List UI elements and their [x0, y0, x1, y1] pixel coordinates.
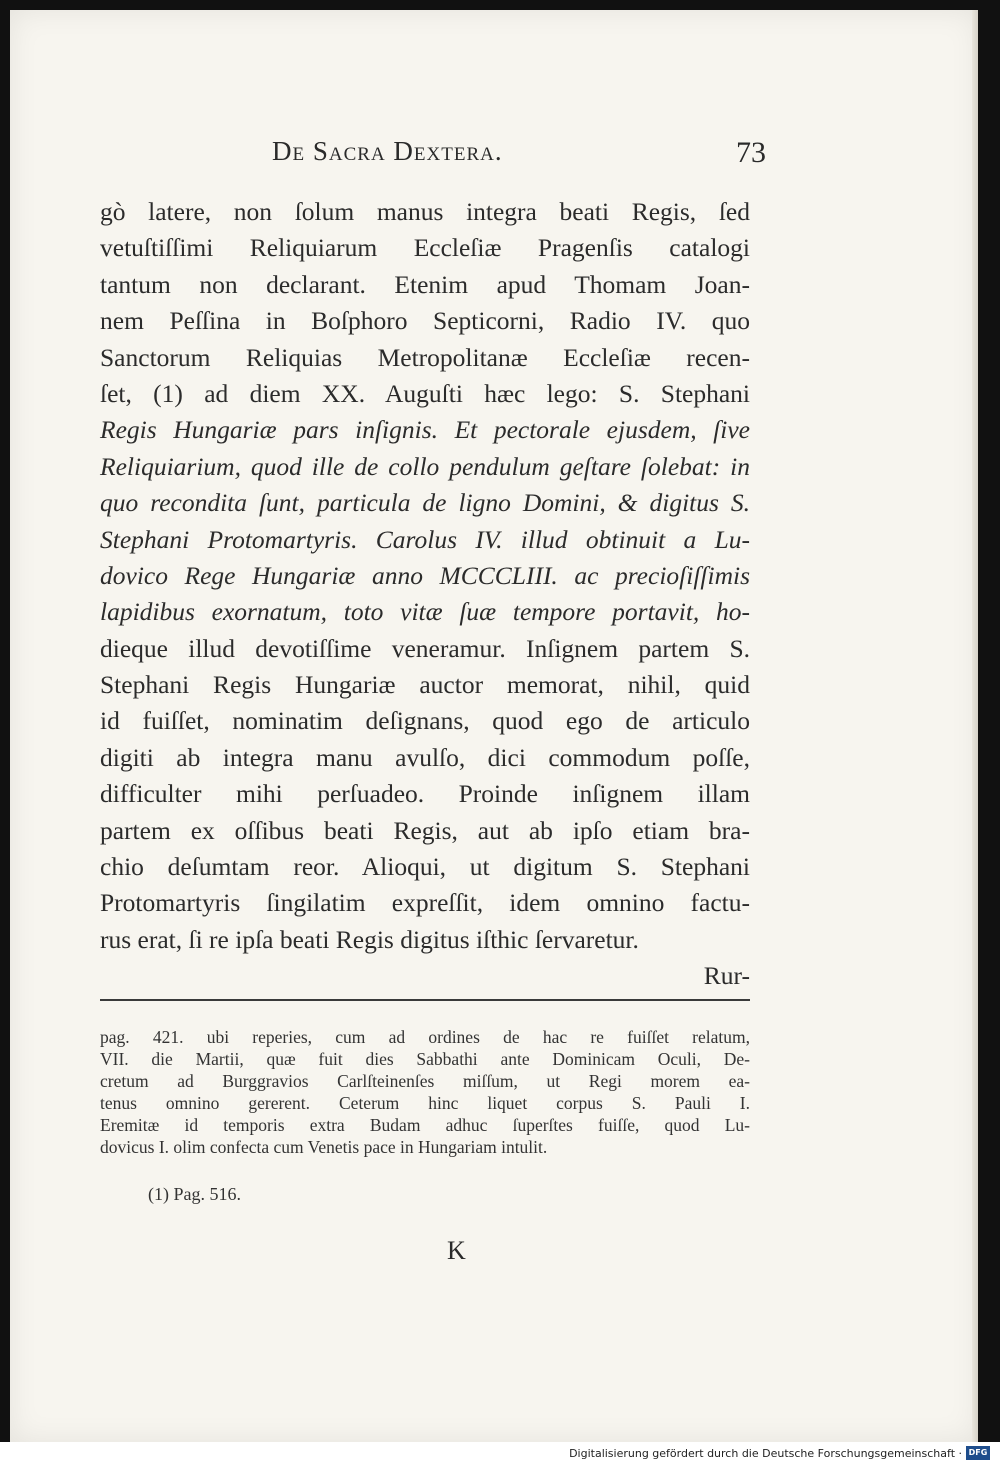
body-text [100, 194, 750, 995]
text-line: dieque illud devotiſſime veneramur. Inſignem partem S. [100, 633, 750, 663]
footnote-rule [100, 999, 750, 1001]
text-line: vetuſtiſſimi Reliquiarum Eccleſiæ Pragenſis catalogi [100, 233, 750, 263]
text-line: digiti ab integra manu avulſo, dici commodum poſſe, [100, 742, 750, 772]
text-line: chio deſumtam reor. Alioqui, ut digitum S. Stephani [100, 852, 750, 882]
footnote-reference: (1) Pag. 516. [148, 1184, 241, 1204]
text-line: ſet, (1) ad diem XX. Auguſti hæc lego: S. Stephani [100, 378, 750, 408]
footnote-line: Eremitæ id temporis extra Budam adhuc ſuperſtes fuiſſe, quod Lu- [100, 1115, 750, 1135]
dfg-logo: DFG [966, 1446, 990, 1460]
text-line: difficulter mihi perſuadeo. Proinde inſignem illam [100, 779, 750, 809]
text-line: nem Peſſina in Boſphoro Septicorni, Radio IV. quo [100, 306, 750, 336]
text-line: Sanctorum Reliquias Metropolitanæ Eccleſiæ recen- [100, 342, 750, 372]
page-edge [972, 10, 978, 1442]
footnote-line: tenus omnino gererent. Ceterum hinc liquet corpus S. Pauli I. [100, 1093, 750, 1113]
running-head [100, 136, 766, 176]
text-line: id fuiſſet, nominatim deſignans, quod ego de articulo [100, 706, 750, 736]
text-line: Stephani Protomartyris. Carolus IV. illud obtinuit a Lu- [100, 524, 750, 554]
text-line: gò latere, non ſolum manus integra beati Regis, ſed [100, 197, 750, 226]
text-line: tantum non declarant. Etenim apud Thomam Joan- [100, 269, 750, 299]
text-line: lapidibus exornatum, toto vitæ ſuæ tempore portavit, ho- [100, 597, 750, 627]
footnote-line: VII. die Martii, quæ fuit dies Sabbathi ante Dominicam Oculi, De- [100, 1049, 750, 1069]
digitization-credit: Digitalisierung gefördert durch die Deutsche Forschungsgemeinschaft · [569, 1447, 962, 1460]
text-line: dovico Rege Hungariæ anno MCCCLIII. ac precioſiſſimis [100, 560, 750, 590]
text-line: rus erat, ſi re ipſa beati Regis digitus iſthic ſervaretur. [100, 924, 639, 954]
signature-mark: K [447, 1236, 466, 1265]
text-line: Regis Hungariæ pars inſignis. Et pectorale ejusdem, ſive [100, 415, 750, 445]
text-line: Reliquiarium, quod ille de collo pendulum geſtare ſolebat: in [100, 451, 750, 481]
page-number: 73 [736, 136, 766, 169]
footnotes [100, 1026, 750, 1158]
footnote-line: pag. 421. ubi reperies, cum ad ordines de hac re fuiſſet relatum, [100, 1027, 750, 1047]
text-line: partem ex oſſibus beati Regis, aut ab ipſo etiam bra- [100, 815, 750, 845]
text-line: quo recondita ſunt, particula de ligno Domini, & digitus S. [100, 488, 750, 518]
running-title: De Sacra Dextera. [272, 136, 503, 166]
footnote-line: dovicus I. olim confecta cum Venetis pace in Hungariam intulit. [100, 1137, 548, 1157]
text-line: Protomartyris ſingilatim expreſſit, idem omnino factu- [100, 888, 750, 918]
text-line: Stephani Regis Hungariæ auctor memorat, nihil, quid [100, 670, 750, 700]
footnote-line: cretum ad Burggravios Carlſteinenſes miſſum, ut Regi morem ea- [100, 1071, 750, 1091]
text-line: Rur- [703, 961, 750, 991]
